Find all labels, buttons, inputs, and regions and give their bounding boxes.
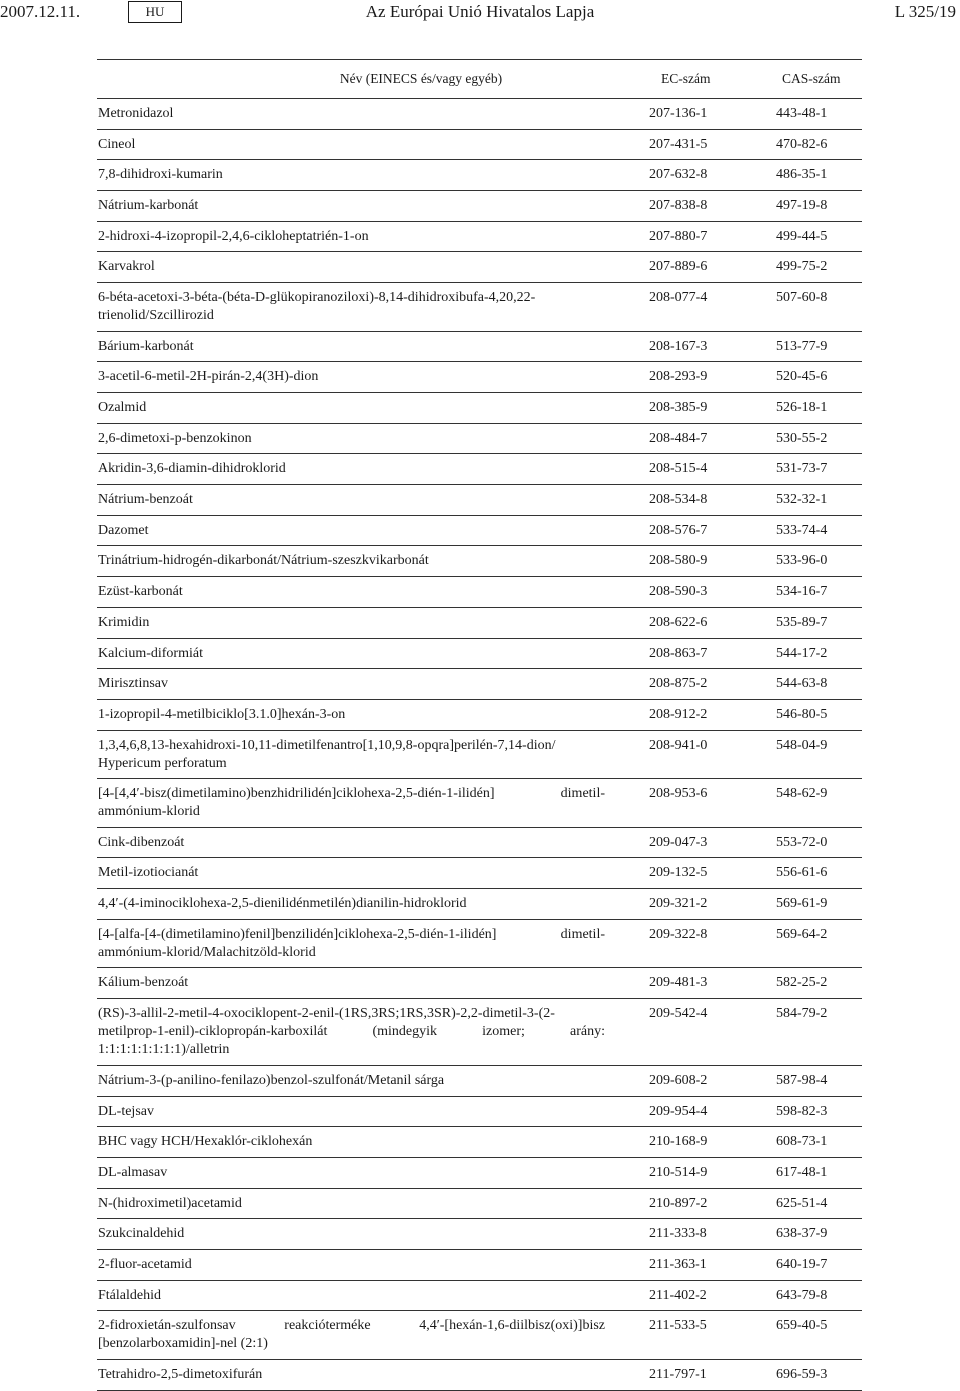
cell-ec-number: 209-608-2 — [649, 1072, 708, 1088]
cell-cas-number: 659-40-5 — [776, 1318, 828, 1334]
cell-cas-number: 548-62-9 — [776, 786, 828, 802]
cell-ec-number: 207-632-8 — [649, 167, 708, 183]
cell-ec-number: 208-590-3 — [649, 584, 708, 600]
table-row — [97, 968, 862, 999]
cell-ec-number: 208-534-8 — [649, 492, 708, 508]
cell-name: Bárium-karbonát — [98, 338, 194, 354]
cell-cas-number: 470-82-6 — [776, 136, 828, 152]
table-row — [97, 577, 862, 608]
table-body — [97, 99, 862, 1391]
table-row — [97, 669, 862, 700]
table-row — [97, 828, 862, 859]
table-row — [97, 485, 862, 516]
cell-ec-number: 207-136-1 — [649, 106, 708, 121]
cell-ec-number: 208-580-9 — [649, 553, 708, 569]
cell-cas-number: 569-61-9 — [776, 895, 828, 911]
cell-name: 3-acetil-6-metil-2H-pirán-2,4(3H)-dion — [98, 369, 319, 385]
table-row — [97, 920, 862, 969]
table-row — [97, 700, 862, 731]
cell-cas-number: 544-17-2 — [776, 645, 828, 661]
cell-cas-number: 544-63-8 — [776, 676, 828, 692]
cell-cas-number: 499-44-5 — [776, 228, 828, 244]
cell-name: Trinátrium-hidrogén-dikarbonát/Nátrium-szeszkvikarbonát — [98, 553, 429, 569]
cell-ec-number: 208-953-6 — [649, 786, 708, 802]
cell-cas-number: 530-55-2 — [776, 430, 828, 446]
cell-name: Akridin-3,6-diamin-dihidroklorid — [98, 461, 286, 477]
cell-name: Nátrium-3-(p-anilino-fenilazo)benzol-szulfonát/Metanil sárga — [98, 1072, 445, 1088]
cell-ec-number: 211-402-2 — [649, 1287, 707, 1303]
cell-cas-number: 625-51-4 — [776, 1195, 828, 1211]
table-row — [97, 639, 862, 670]
cell-ec-number: 207-889-6 — [649, 259, 708, 275]
journal-title: Az Európai Unió Hivatalos Lapja — [365, 2, 595, 21]
cell-cas-number: 513-77-9 — [776, 338, 828, 354]
cell-name: Cink-dibenzoát — [98, 834, 185, 850]
cell-cas-number: 526-18-1 — [776, 400, 828, 415]
cell-name: Tetrahidro-2,5-dimetoxifurán — [98, 1366, 263, 1382]
cell-name: Ftálaldehid — [98, 1287, 161, 1303]
cell-name: (RS)-3-allil-2-metil-4-oxociklopent-2-enil-(1RS,3RS;1RS,3SR)-2,2-dimetil-3-(2-metilprop-1-enil)-ciklopropán-karboxilát (mindegyik izomer; arány: 1:1:1:1:1:1:1:1)/alletrin — [98, 1005, 605, 1057]
cell-ec-number: 208-622-6 — [649, 614, 708, 630]
cell-ec-number: 211-797-1 — [649, 1366, 707, 1382]
cell-ec-number: 209-481-3 — [649, 975, 708, 991]
cell-ec-number: 208-167-3 — [649, 338, 708, 354]
cell-cas-number: 548-04-9 — [776, 737, 828, 753]
table-header — [97, 59, 862, 99]
cell-cas-number: 569-64-2 — [776, 926, 828, 942]
cell-cas-number: 598-82-3 — [776, 1103, 828, 1119]
cell-name: 2-fidroxietán-szulfonsav reakcióterméke 4,4′-[hexán-1,6-diilbisz(oxi)]bisz [benzolarboxamidin]-nel (2:1) — [98, 1318, 605, 1352]
cell-name: 2-fluor-acetamid — [98, 1256, 192, 1272]
table-row — [97, 362, 862, 393]
table-row — [97, 608, 862, 639]
table-row — [97, 332, 862, 363]
table-row — [97, 393, 862, 424]
table-row — [97, 858, 862, 889]
cell-cas-number: 534-16-7 — [776, 584, 828, 600]
cell-name: 7,8-dihidroxi-kumarin — [98, 167, 223, 183]
cell-ec-number: 209-047-3 — [649, 834, 708, 850]
cell-name: Kalcium-diformiát — [98, 645, 203, 661]
cell-ec-number: 208-912-2 — [649, 706, 708, 722]
cell-name: [4-[4,4′-bisz(dimetilamino)benzhidrilidén]ciklohexa-2,5-dién-1-ilidén] dimetil-ammónium-klorid — [98, 786, 605, 820]
table-row — [97, 999, 862, 1066]
cell-ec-number: 210-897-2 — [649, 1195, 708, 1211]
cell-cas-number: 532-32-1 — [776, 492, 828, 508]
cell-name: Cineol — [98, 136, 136, 152]
column-header-ec: EC-szám — [661, 71, 711, 86]
cell-cas-number: 582-25-2 — [776, 975, 828, 991]
table-row — [97, 1189, 862, 1220]
cell-cas-number: 617-48-1 — [776, 1164, 828, 1180]
cell-ec-number: 208-515-4 — [649, 461, 708, 477]
table-row — [97, 252, 862, 283]
table-row — [97, 424, 862, 455]
cell-cas-number: 553-72-0 — [776, 834, 828, 850]
cell-cas-number: 608-73-1 — [776, 1134, 828, 1150]
cell-name: [4-[alfa-[4-(dimetilamino)fenil]benzilidén]ciklohexa-2,5-dién-1-ilidén] dimetil-ammónium-klorid/Malachitzöld-klorid — [98, 926, 605, 960]
table-row — [97, 1311, 862, 1360]
cell-name: Krimidin — [98, 614, 150, 630]
table-row — [97, 1219, 862, 1250]
cell-cas-number: 638-37-9 — [776, 1226, 828, 1242]
cell-cas-number: 533-74-4 — [776, 522, 828, 538]
cell-cas-number: 531-73-7 — [776, 461, 828, 477]
table-row — [97, 1127, 862, 1158]
cell-ec-number: 208-863-7 — [649, 645, 708, 661]
table-row — [97, 191, 862, 222]
cell-name: Metronidazol — [98, 106, 174, 121]
cell-name: DL-tejsav — [98, 1103, 154, 1119]
language-code: HU — [128, 1, 182, 23]
table-row — [97, 779, 862, 828]
table-row — [97, 99, 862, 130]
cell-name: Dazomet — [98, 522, 149, 538]
cell-cas-number: 556-61-6 — [776, 865, 828, 881]
cell-name: Mirisztinsav — [98, 676, 168, 692]
page-number: L 325/19 — [894, 2, 956, 21]
cell-cas-number: 443-48-1 — [776, 106, 828, 121]
cell-cas-number: 486-35-1 — [776, 167, 828, 183]
publication-date: 2007.12.11. — [0, 2, 81, 21]
cell-name: 1,3,4,6,8,13-hexahidroxi-10,11-dimetilfenantro[1,10,9,8-opqra]perilén-7,14-dion/ Hypericum perforatum — [98, 737, 556, 771]
cell-cas-number: 535-89-7 — [776, 614, 828, 630]
table-row — [97, 160, 862, 191]
cell-ec-number: 208-875-2 — [649, 676, 708, 692]
table-row — [97, 1250, 862, 1281]
cell-name: 2-hidroxi-4-izopropil-2,4,6-cikloheptatrién-1-on — [98, 228, 369, 244]
cell-ec-number: 209-954-4 — [649, 1103, 708, 1119]
cell-ec-number: 210-514-9 — [649, 1164, 708, 1180]
cell-ec-number: 209-542-4 — [649, 1005, 708, 1021]
cell-ec-number: 211-533-5 — [649, 1318, 707, 1334]
cell-ec-number: 209-321-2 — [649, 895, 708, 911]
cell-cas-number: 584-79-2 — [776, 1005, 828, 1021]
substance-table — [97, 59, 862, 1391]
cell-cas-number: 497-19-8 — [776, 198, 828, 214]
column-header-name: Név (EINECS és/vagy egyéb) — [339, 71, 503, 86]
cell-cas-number: 643-79-8 — [776, 1287, 828, 1303]
cell-cas-number: 533-96-0 — [776, 553, 828, 569]
cell-ec-number: 207-880-7 — [649, 228, 708, 244]
cell-cas-number: 587-98-4 — [776, 1072, 828, 1088]
table-row — [97, 454, 862, 485]
table-row — [97, 731, 862, 780]
table-row — [97, 130, 862, 161]
cell-name: Nátrium-benzoát — [98, 492, 193, 508]
cell-ec-number: 208-576-7 — [649, 522, 708, 538]
cell-ec-number: 209-132-5 — [649, 865, 708, 881]
cell-name: Ozalmid — [98, 400, 147, 415]
table-row — [97, 1281, 862, 1312]
cell-name: 4,4′-(4-iminociklohexa-2,5-dienilidénmetilén)dianilin-hidroklorid — [98, 895, 467, 911]
cell-ec-number: 208-077-4 — [649, 290, 708, 306]
table-row — [97, 283, 862, 332]
table-row — [97, 1158, 862, 1189]
cell-name: DL-almasav — [98, 1164, 168, 1180]
cell-name: N-(hidroximetil)acetamid — [98, 1195, 242, 1211]
table-row — [97, 889, 862, 920]
cell-cas-number: 696-59-3 — [776, 1366, 828, 1382]
table-row — [97, 1066, 862, 1097]
cell-name: 2,6-dimetoxi-p-benzokinon — [98, 430, 252, 446]
cell-name: Nátrium-karbonát — [98, 198, 199, 214]
table-row — [97, 516, 862, 547]
cell-ec-number: 207-431-5 — [649, 136, 708, 152]
column-header-cas: CAS-szám — [782, 71, 841, 86]
cell-cas-number: 520-45-6 — [776, 369, 828, 385]
cell-name: Metil-izotiocianát — [98, 865, 199, 881]
cell-cas-number: 546-80-5 — [776, 706, 828, 722]
cell-name: 6-béta-acetoxi-3-béta-(béta-D-glükopiranoziloxi)-8,14-dihidroxibufa-4,20,22-trienolid/Szcillirozid — [98, 290, 536, 324]
cell-name: 1-izopropil-4-metilbiciklo[3.1.0]hexán-3-on — [98, 706, 346, 722]
cell-ec-number: 208-484-7 — [649, 430, 708, 446]
cell-ec-number: 211-363-1 — [649, 1256, 707, 1272]
cell-cas-number: 640-19-7 — [776, 1256, 828, 1272]
table-row — [97, 222, 862, 253]
cell-ec-number: 207-838-8 — [649, 198, 708, 214]
page-header — [0, 0, 960, 26]
cell-ec-number: 209-322-8 — [649, 926, 708, 942]
cell-ec-number: 208-941-0 — [649, 737, 708, 753]
cell-name: Karvakrol — [98, 259, 155, 275]
cell-ec-number: 208-385-9 — [649, 400, 708, 415]
cell-ec-number: 210-168-9 — [649, 1134, 708, 1150]
cell-cas-number: 499-75-2 — [776, 259, 828, 275]
cell-name: Ezüst-karbonát — [98, 584, 183, 600]
cell-name: Szukcinaldehid — [98, 1226, 185, 1242]
table-row — [97, 546, 862, 577]
cell-name: BHC vagy HCH/Hexaklór-ciklohexán — [98, 1134, 313, 1150]
cell-ec-number: 211-333-8 — [649, 1226, 707, 1242]
cell-cas-number: 507-60-8 — [776, 290, 828, 306]
table-row — [97, 1097, 862, 1128]
cell-ec-number: 208-293-9 — [649, 369, 708, 385]
cell-name: Kálium-benzoát — [98, 975, 189, 991]
